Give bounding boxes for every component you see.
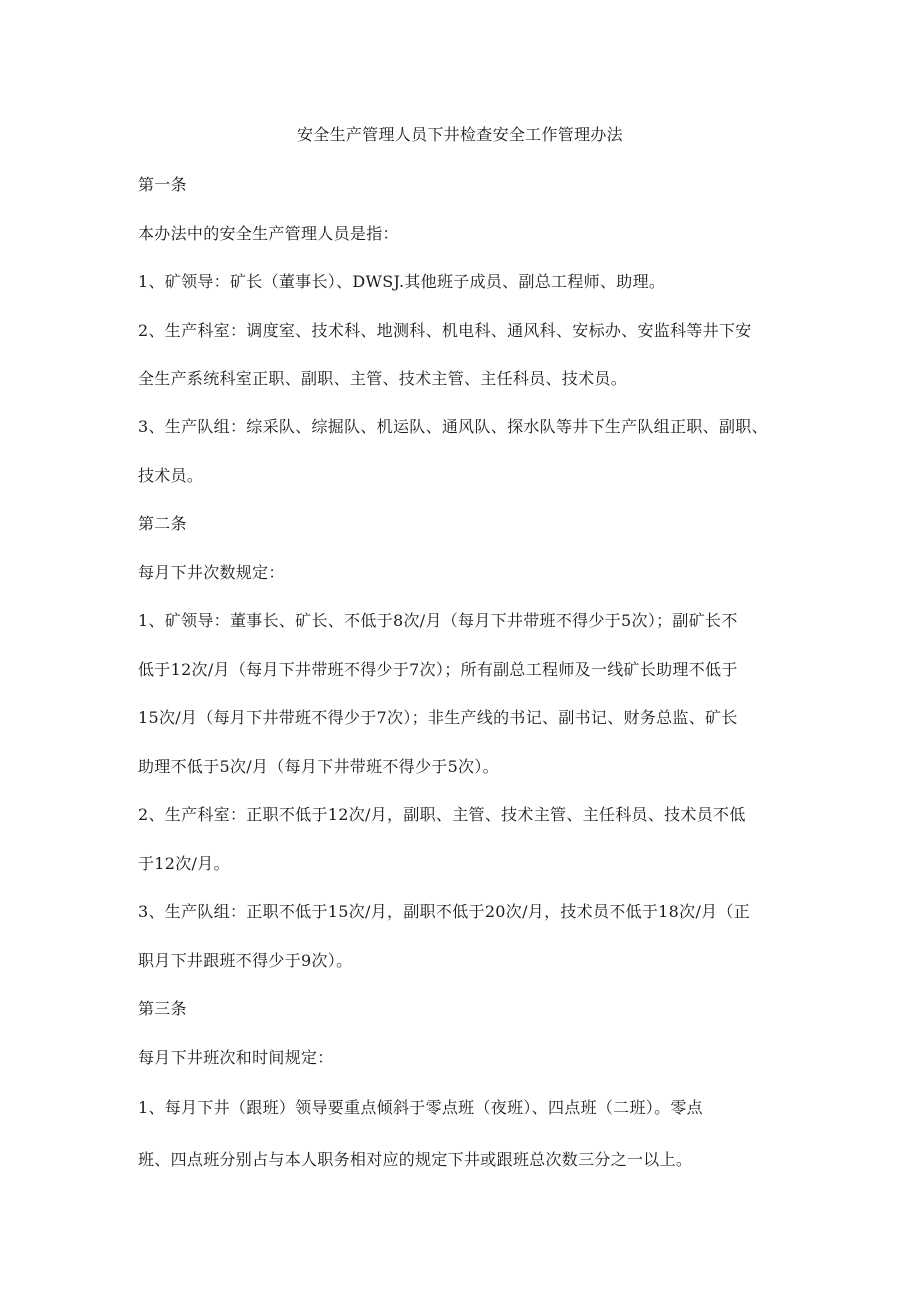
article-heading-2: 第二条: [138, 514, 187, 533]
paragraph-line: 助理不低于5次/月（每月下井带班不得少于5次）。: [138, 757, 499, 776]
paragraph-line: 低于12次/月（每月下井带班不得少于7次）；所有副总工程师及一线矿长助理不低于: [138, 660, 738, 679]
paragraph-line: 职月下井跟班不得少于9次）。: [138, 951, 353, 970]
article-heading-3: 第三条: [138, 999, 187, 1018]
paragraph-line: 每月下井班次和时间规定：: [138, 1048, 334, 1067]
paragraph-line: 本办法中的安全生产管理人员是指：: [138, 224, 399, 243]
paragraph-line: 1、每月下井（跟班）领导要重点倾斜于零点班（夜班）、四点班（二班）。零点: [138, 1098, 703, 1117]
paragraph-line: 每月下井次数规定：: [138, 563, 285, 582]
paragraph-line: 2、生产科室：调度室、技术科、地测科、机电科、通风科、安标办、安监科等井下安: [138, 321, 752, 340]
paragraph-line: 班、四点班分别占与本人职务相对应的规定下井或跟班总次数三分之一以上。: [138, 1150, 693, 1169]
paragraph-line: 3、生产队组：正职不低于15次/月，副职不低于20次/月，技术员不低于18次/月（正: [138, 902, 751, 921]
document-title: 安全生产管理人员下井检查安全工作管理办法: [296, 125, 623, 144]
paragraph-line: 于12次/月。: [138, 854, 230, 873]
paragraph-line: 技术员。: [138, 466, 204, 485]
paragraph-line: 3、生产队组：综采队、综掘队、机运队、通风队、探水队等井下生产队组正职、副职、: [138, 417, 768, 436]
article-heading-1: 第一条: [138, 175, 187, 194]
paragraph-line: 全生产系统科室正职、副职、主管、技术主管、主任科员、技术员。: [138, 369, 628, 388]
paragraph-line: 2、生产科室：正职不低于12次/月，副职、主管、技术主管、主任科员、技术员不低: [138, 805, 746, 824]
paragraph-line: 1、矿领导：矿长（董事长）、DWSJ.其他班子成员、副总工程师、助理。: [138, 272, 666, 291]
paragraph-line: 1、矿领导：董事长、矿长、不低于8次/月（每月下井带班不得少于5次）；副矿长不: [138, 611, 738, 630]
paragraph-line: 15次/月（每月下井带班不得少于7次）；非生产线的书记、副书记、财务总监、矿长: [138, 708, 738, 727]
